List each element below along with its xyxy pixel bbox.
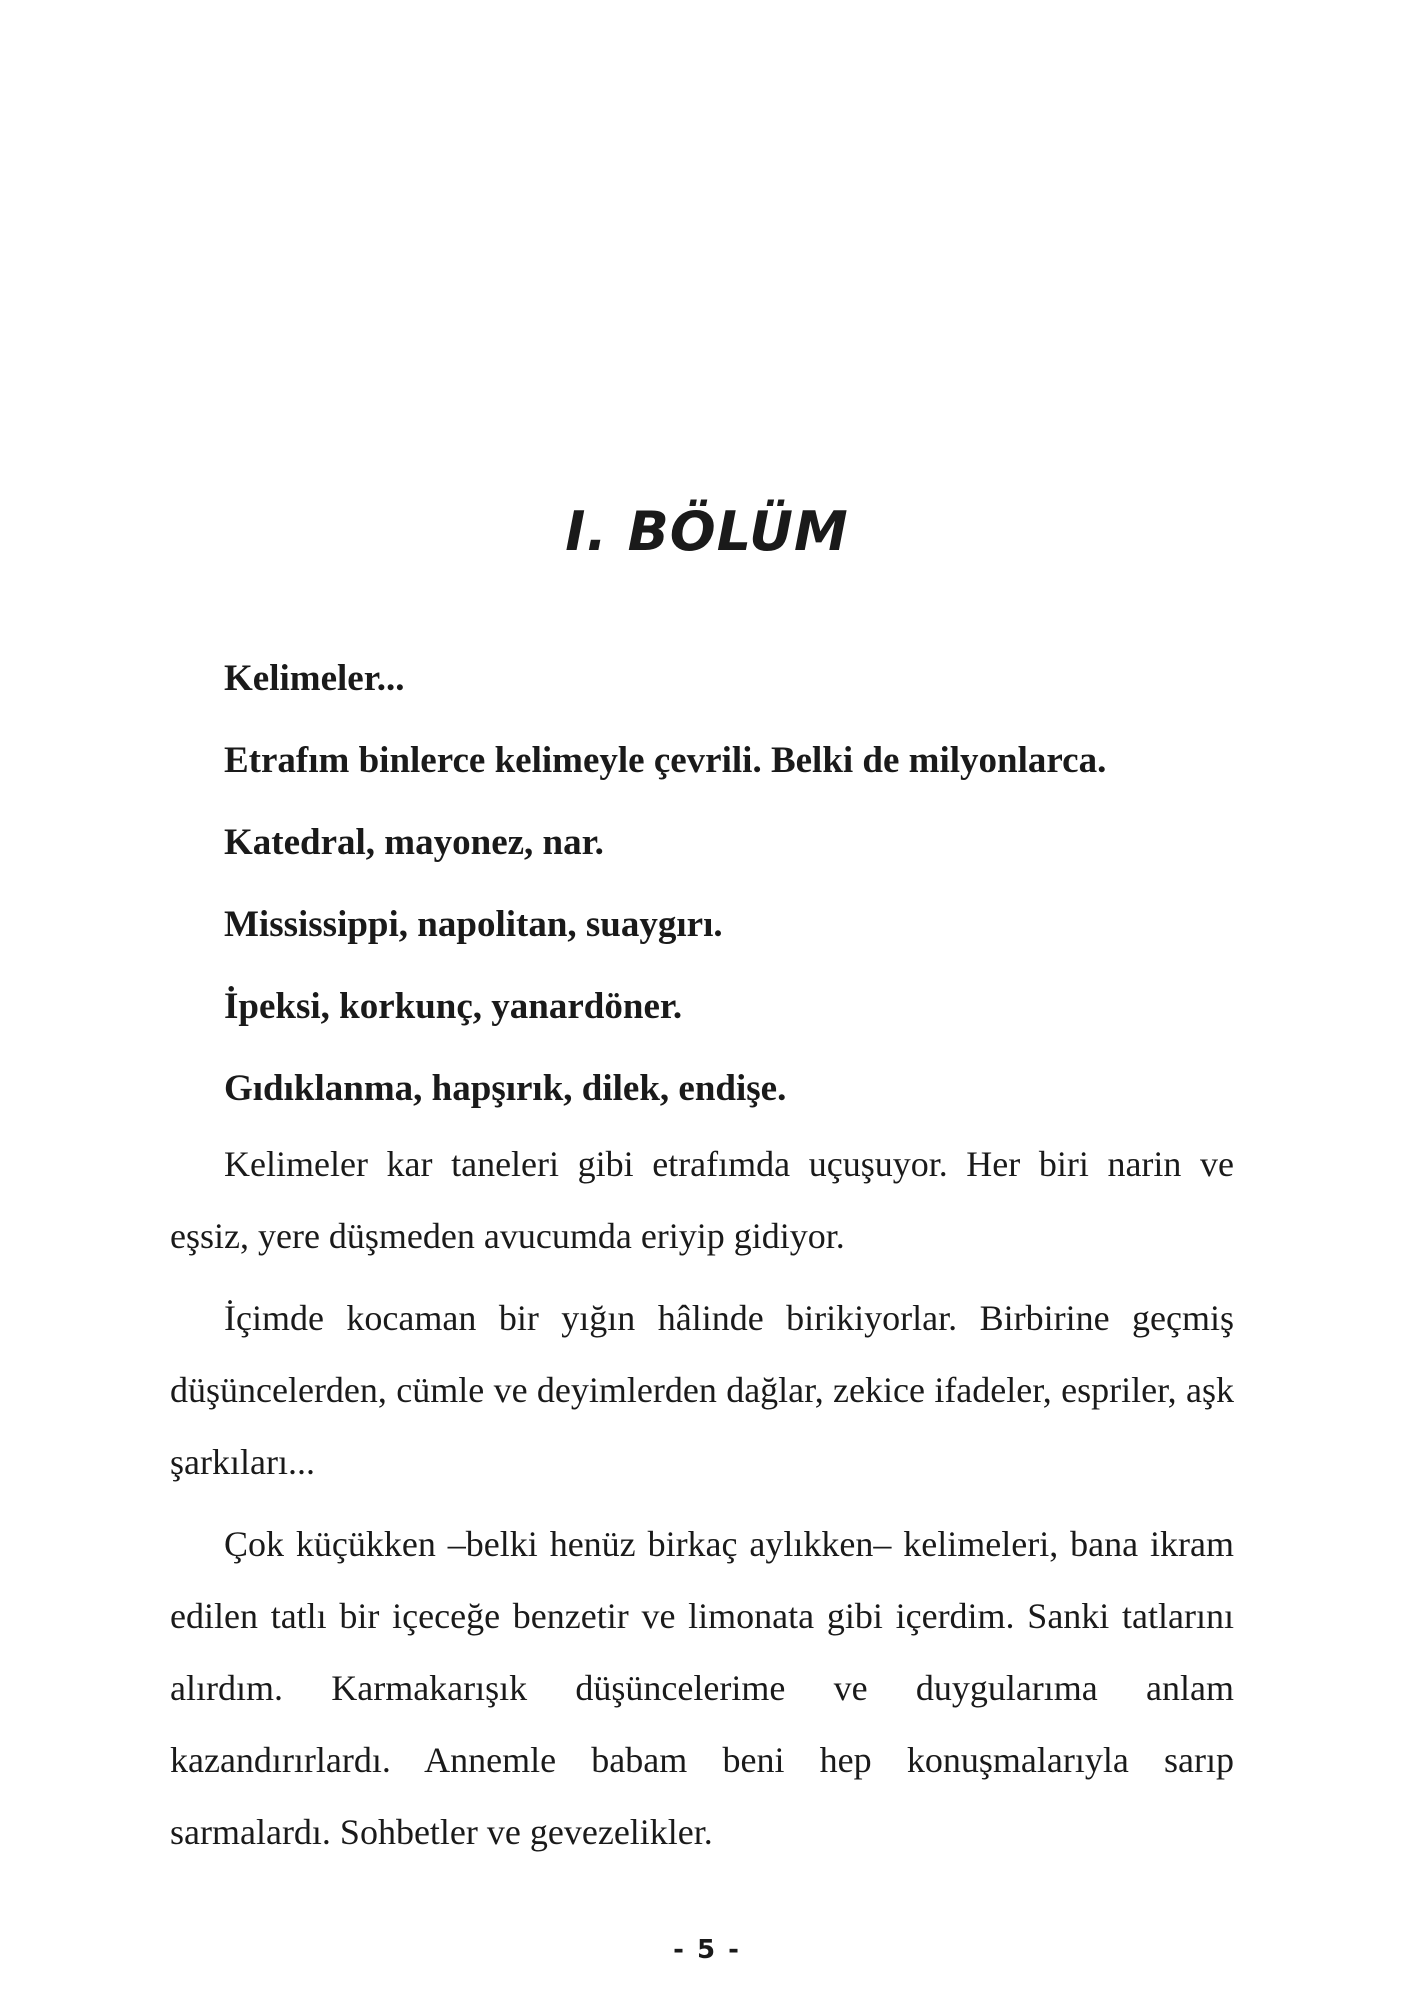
paragraph: İçimde kocaman bir yığın hâlinde birikiyorlar. Birbirine geçmiş düşüncelerden, cümle ve deyimlerden dağlar, zekice ifadeler, espriler, aşk şarkıları... <box>170 1298 1234 1482</box>
paragraph: Çok küçükken –belki henüz birkaç aylıkken– kelimeleri, bana ikram edilen tatlı bir içeceğe benzetir ve limonata gibi içerdim. Sanki tatlarını alırdım. Karmakarışık düşüncelerime ve duygularıma anlam kazandırırlardı. Annemle babam beni hep konuşmalarıyla sarıp sarmalardı. Sohbetler ve gevezelikler. <box>170 1524 1234 1852</box>
bold-line: Kelimeler... <box>224 658 405 699</box>
bold-line: Mississippi, napolitan, suaygırı. <box>224 904 723 945</box>
chapter-title: I. BÖLÜM <box>565 500 849 563</box>
page-number: - 5 - <box>673 1935 741 1965</box>
bold-line: Gıdıklanma, hapşırık, dilek, endişe. <box>224 1068 787 1109</box>
bold-line: İpeksi, korkunç, yanardöner. <box>224 986 683 1027</box>
bold-line: Etrafım binlerce kelimeyle çevrili. Belki de milyonlarca. <box>224 740 1107 781</box>
paragraph: Kelimeler kar taneleri gibi etrafımda uçuşuyor. Her biri narin ve eşsiz, yere düşmeden avucumda eriyip gidiyor. <box>170 1144 1234 1256</box>
bold-line: Katedral, mayonez, nar. <box>224 822 604 863</box>
body-text <box>170 660 1234 1878</box>
